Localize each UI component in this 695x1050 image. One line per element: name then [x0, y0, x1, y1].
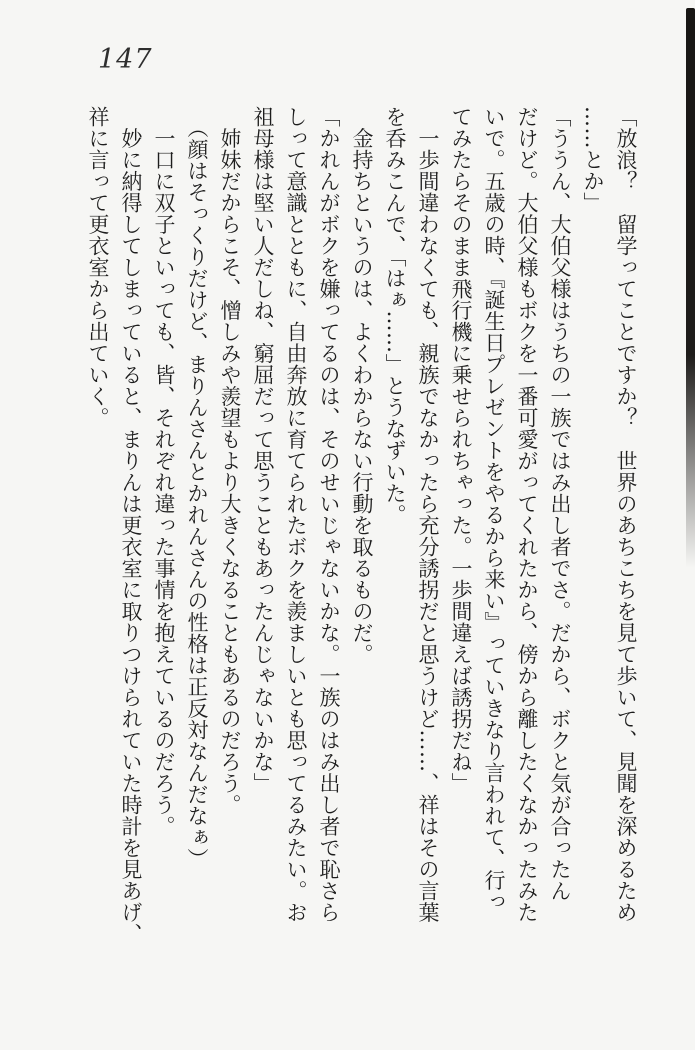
text-line: を呑みこんで、「はぁ……」とうなずいた。 — [383, 106, 407, 526]
text-line: てみたらそのまま飛行機に乗せられちゃった。一歩間違えば誘拐だね」 — [449, 106, 473, 794]
text-line: 祥に言って更衣室から出ていく。 — [86, 106, 110, 429]
text-line: しって意識とともに、自由奔放に育てられたボクを羨ましいとも思ってるみたい。お — [284, 106, 308, 923]
binding-shadow-decoration — [686, 8, 695, 568]
text-line: 金持ちというのは、よくわからない行動を取るものだ。 — [350, 106, 374, 665]
text-line: 一歩間違わなくても、親族でなかったら充分誘拐だと思うけど……、祥はその言葉 — [416, 106, 440, 923]
text-line: 姉妹だからこそ、憎しみや羨望もより大きくなることもあるのだろう。 — [218, 106, 242, 816]
text-line: 「ううん、大伯父様はうちの一族ではみ出し者でさ。だから、ボクと気が合ったん — [548, 106, 572, 902]
text-line: 一口に双子といっても、皆、それぞれ違った事情を抱えているのだろう。 — [152, 106, 176, 837]
text-block — [81, 106, 642, 951]
text-line: 妙に納得してしまっていると、まりんは更衣室に取りつけられていた時計を見あげ、 — [119, 106, 143, 945]
text-line: だけど。大伯父様もボクを一番可愛がってくれたから、傍から離したくなかったみた — [515, 106, 539, 923]
text-line: （顔はそっくりだけど、まりんさんとかれんさんの性格は正反対なんだなぁ） — [185, 106, 209, 870]
page-number: 147 — [98, 44, 153, 75]
text-line: ……とか」 — [581, 106, 605, 214]
text-line: 「放浪？ 留学ってことですか？ 世界のあちこちを見て歩いて、見聞を深めるため — [614, 106, 638, 923]
text-line: 「かれんがボクを嫌ってるのは、そのせいじゃないかな。一族のはみ出し者で恥さら — [317, 106, 341, 923]
text-line: 祖母様は堅い人だしね、窮屈だって思うこともあったんじゃないかな」 — [251, 106, 275, 794]
text-line: いで。五歳の時、『誕生日プレゼントをやるから来い』っていきなり言われて、行っ — [482, 106, 506, 913]
